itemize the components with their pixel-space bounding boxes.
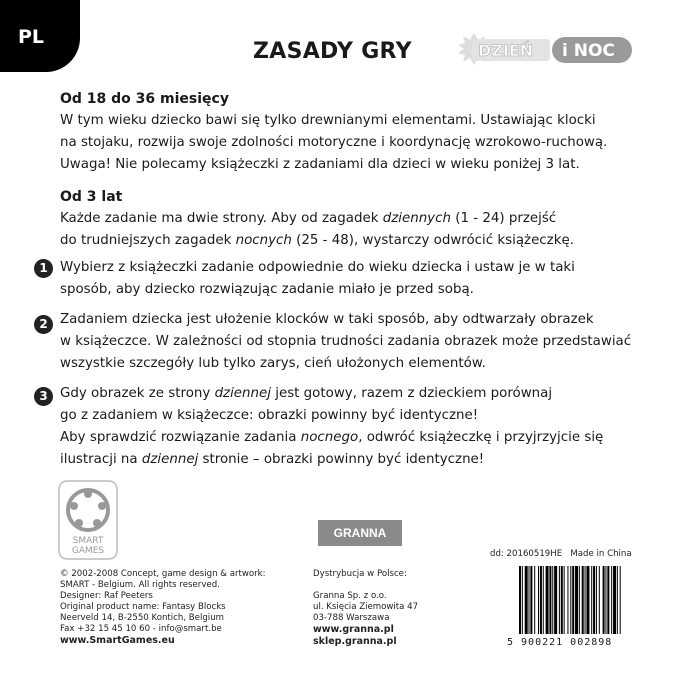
language-tab [0, 0, 80, 72]
page-title: ZASADY GRY [253, 39, 412, 64]
barcode-bar [611, 566, 612, 634]
section-body [60, 110, 650, 176]
barcode-bar [607, 566, 609, 634]
intro-sections [60, 88, 650, 262]
section-heading: Od 18 do 36 miesięcy [60, 91, 229, 107]
info-line: Designer: Raf Peeters [60, 591, 153, 601]
language-label: PL [18, 26, 45, 48]
smartgames-website[interactable]: www.SmartGames.eu [60, 635, 175, 646]
barcode-bar [525, 566, 528, 634]
info-line: Neerveld 14, B-2550 Kontich, Belgium [60, 613, 225, 623]
text-line: Uwaga! Nie polecamy książeczki z zadaniami dla dzieci w wieku poniżej 3 lat. [60, 157, 580, 172]
barcode-bar [546, 566, 549, 634]
text-line: W tym wieku dziecko bawi się tylko drewnianymi elementami. Ustawiając klocki [60, 113, 596, 128]
info-line: Original product name: Fantasy Blocks [60, 602, 226, 612]
text-line: Wybierz z książeczki zadanie odpowiednie do wieku dziecka i ustaw je w taki [60, 260, 575, 275]
info-line: © 2002-2008 Concept, game design & artwork: [60, 569, 266, 579]
text-line: go z zadaniem w książeczce: obrazki powinny być identyczne! [60, 408, 479, 423]
barcode-bar [529, 566, 530, 634]
text-line: wszystkie szczegóły lub tylko zarys, cień ułożonych elementów. [60, 356, 486, 371]
barcode-bar [617, 566, 618, 634]
made-in-label: Made in China [570, 549, 632, 559]
granna-logo: GRANNA [318, 520, 402, 546]
barcode-bar [586, 566, 589, 634]
text-line: w książeczce. W zależności od stopnia trudności zadania obrazek może przedstawiać [60, 334, 632, 349]
granna-shop-link[interactable]: sklep.granna.pl [313, 636, 397, 647]
text-line: ilustracji na dziennej stronie – obrazki powinny być identyczne! [60, 452, 485, 467]
step-1-text [60, 257, 650, 301]
step-3-text [60, 383, 650, 471]
barcode-bar [572, 566, 574, 634]
barcode-bar [534, 566, 535, 634]
granna-info [313, 569, 418, 648]
step-number-3: 3 [34, 387, 53, 406]
section-body [60, 208, 650, 252]
barcode-bar [605, 566, 606, 634]
info-line: 03-788 Warszawa [313, 613, 390, 623]
barcode-bar [549, 566, 551, 634]
barcode-bar [522, 566, 523, 634]
barcode-bar [593, 566, 595, 634]
production-code [490, 549, 632, 560]
text-line: Gdy obrazek ze strony dziennej jest gotowy, razem z dzieckiem porównaj [60, 386, 553, 401]
barcode-bar [519, 566, 521, 634]
barcode-bar [599, 566, 600, 634]
smartgames-logo-text: GAMES [71, 546, 105, 556]
barcode-bar [567, 566, 568, 634]
barcode-bar [579, 566, 580, 634]
text-line: na stojaku, rozwija swoje zdolności motoryczne i koordynację wzrokowo-ruchową. [60, 135, 608, 150]
info-line: Fax +32 15 45 10 60 - info@smart.be [60, 624, 222, 634]
barcode-bar [552, 566, 553, 634]
step-number-2: 2 [34, 315, 53, 334]
barcode-bar [570, 566, 571, 634]
barcode-bar [603, 566, 605, 634]
barcode-bar [620, 566, 621, 634]
barcode-bar [540, 566, 542, 634]
barcode-bar [554, 566, 557, 634]
step-number-1: 1 [34, 259, 53, 278]
step-2-text [60, 309, 650, 375]
smartgames-logo-text: SMART [72, 536, 104, 546]
info-line: Granna Sp. z o.o. [313, 591, 387, 601]
section-heading: Od 3 lat [60, 189, 123, 205]
barcode-bar [561, 566, 563, 634]
text-line: sposób, aby dziecko rozwiązując zadanie miało je przed sobą. [60, 282, 474, 297]
barcode-bar [575, 566, 578, 634]
barcode-bar [543, 566, 544, 634]
info-line: ul. Księcia Ziemowita 47 [313, 602, 419, 612]
granna-website[interactable]: www.granna.pl [313, 624, 394, 635]
info-line: SMART - Belgium. All rights reserved. [60, 580, 220, 590]
logo-word-night: i NOC [562, 41, 615, 61]
day-and-night-logo [454, 31, 634, 67]
barcode-bar [559, 566, 560, 634]
smartgames-logo [58, 480, 118, 560]
batch-code: dd: 20160519HE [490, 549, 563, 559]
barcode-bar [596, 566, 597, 634]
info-line: Dystrybucja w Polsce: [313, 569, 407, 579]
barcode-digits: 5 900221 002898 [507, 637, 613, 648]
text-line: Każde zadanie ma dwie strony. Aby od zagadek dziennych (1 - 24) przejść [60, 211, 557, 226]
barcode-bar [582, 566, 584, 634]
barcode [518, 566, 636, 636]
text-line: Zadaniem dziecka jest ułożenie klocków w taki sposób, aby odtwarzały obrazek [60, 312, 594, 327]
barcode-bar [564, 566, 565, 634]
text-line: do trudniejszych zagadek nocnych (25 - 48), wystarczy odwrócić książeczkę. [60, 233, 574, 248]
barcode-bar [591, 566, 592, 634]
text-line: Aby sprawdzić rozwiązanie zadania nocnego, odwróć książeczkę i przyjrzyjcie się [60, 430, 604, 445]
barcode-bar [530, 566, 532, 634]
smartgames-info [60, 569, 266, 647]
logo-word-day: DZIEŃ [478, 41, 534, 60]
barcode-bar [613, 566, 616, 634]
barcode-bar [585, 566, 586, 634]
barcode-bar [538, 566, 539, 634]
